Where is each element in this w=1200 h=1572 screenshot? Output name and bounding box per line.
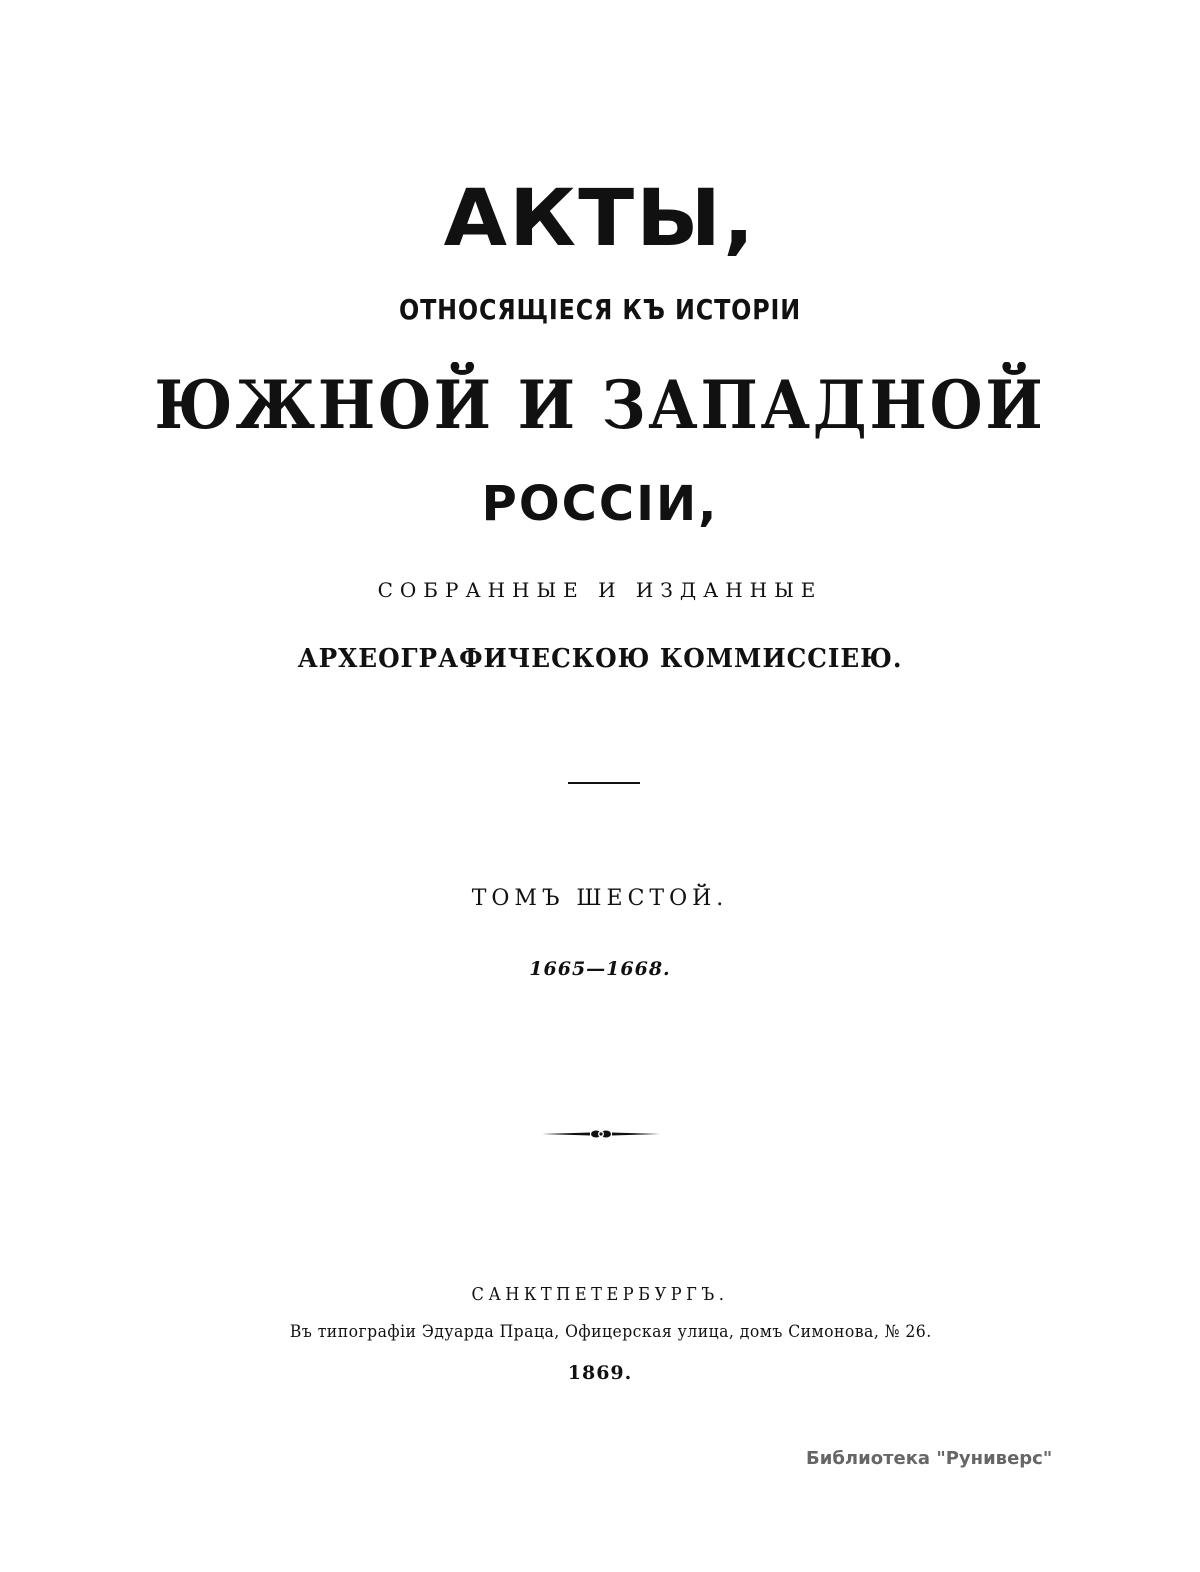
- library-watermark: Библиотека "Руниверс": [806, 1448, 1053, 1469]
- imprint-printer: [262, 1324, 948, 1341]
- subtitle-relating-to-history: ОТНОСЯЩІЕСЯ КЪ ИСТОРІИ: [398, 293, 802, 326]
- ornament-divider: [540, 1122, 662, 1146]
- imprint-year: 1869.: [567, 1362, 633, 1384]
- subtitle-collected-published: СОБРАННЫЕ И ИЗДАННЫЕ: [377, 578, 823, 602]
- imprint-printer-text: Въ типографіи Эдуарда Праца, Офицерская улица, домъ Симонова, № 26.: [289, 1322, 932, 1342]
- divider-rule: [568, 782, 640, 784]
- subtitle-commission: АРХЕОГРАФИЧЕСКОЮ КОММИССІЕЮ.: [297, 644, 903, 674]
- main-title: АКТЫ,: [443, 174, 757, 264]
- years-range: 1665—1668.: [529, 958, 671, 980]
- volume-label: ТОМЪ ШЕСТОЙ.: [471, 886, 729, 911]
- imprint-city: САНКТПЕТЕРБУРГЪ.: [471, 1284, 729, 1305]
- title-region: ЮЖНОЙ И ЗАПАДНОЙ: [154, 366, 1046, 444]
- title-country: РОССІИ,: [481, 476, 719, 532]
